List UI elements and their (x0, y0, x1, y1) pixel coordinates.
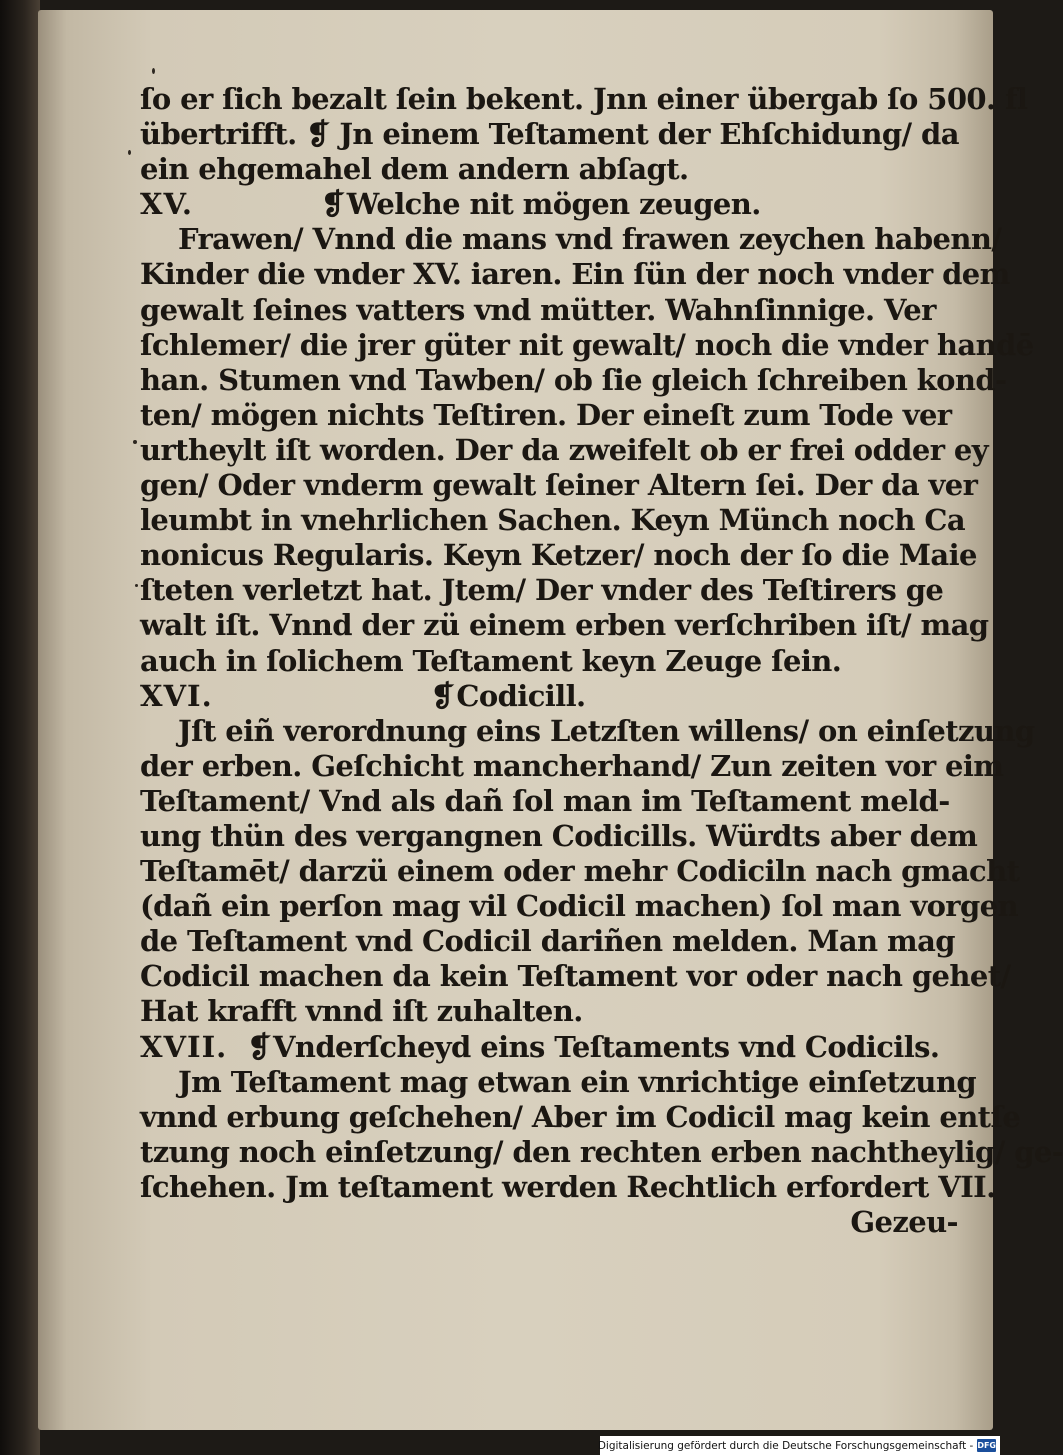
text-line: ſchlemer/ die jrer güter nit gewalt/ noch die vnder handē (140, 327, 1034, 362)
text-line: (dañ ein perſon mag vil Codicil machen) ſol man vorgen (140, 889, 1018, 924)
binding-edge (0, 0, 40, 1455)
text-line: ein ehgemahel dem andern abſagt. (140, 152, 689, 187)
text-line: Codicil machen da kein Teſtament vor oder nach gehet/ (140, 959, 1011, 994)
ink-speck (133, 440, 137, 444)
section-title-text: Codicill. (456, 678, 586, 713)
text-line: Jm Teſtament mag etwan ein vnrichtige einſetzung (178, 1064, 977, 1099)
section-number: XVI. (140, 678, 213, 713)
text-line: Hat krafft vnnd iſt zuhalten. (140, 994, 583, 1029)
pilcrow-icon: ❡ (247, 1029, 271, 1064)
section-heading-xv (140, 187, 970, 222)
text-line: ung thün des vergangnen Codicills. Würdts aber dem (140, 818, 978, 853)
text-line: auch in ſolichem Teſtament keyn Zeuge ſein. (140, 643, 842, 678)
text-line: de Teſtament vnd Codicil dariñen melden. Man mag (140, 924, 955, 959)
section-title (247, 1030, 939, 1065)
section-heading-xvi (140, 679, 970, 714)
text-line: ſchehen. Jm teſtament werden Rechtlich erfordert VII. (140, 1169, 996, 1204)
text-line: Frawen/ Vnnd die mans vnd frawen zeychen habenn/ (178, 222, 1002, 257)
text-line: übertrifft. ❡ Jn einem Teſtament der Ehſchidung/ da (140, 117, 959, 152)
footer-credit: Digitalisierung gefördert durch die Deutsche Forschungsgemeinschaft - (597, 1439, 974, 1452)
text-line: ſo er ſich bezalt ſein bekent. Jnn einer übergab ſo 500. fl (140, 82, 1028, 116)
section-heading-xvii (140, 1030, 970, 1065)
catchword: Gezeu- (850, 1205, 958, 1239)
pilcrow-icon: ❡ (430, 678, 455, 713)
text-line: Kinder die vnder XV. iaren. Ein ſün der noch vnder dem (140, 257, 1010, 292)
text-line: Teſtament/ Vnd als dañ ſol man im Teſtament meld- (140, 783, 950, 818)
text-line: leumbt in vnehrlichen Sachen. Keyn Münch noch Ca (140, 503, 966, 538)
section-title-text: Vnderſcheyd eins Teſtaments vnd Codicils. (272, 1029, 940, 1064)
text-line: gen/ Oder vnderm gewalt ſeiner Altern ſei. Der da ver (140, 468, 978, 503)
pilcrow-icon: ❡ (321, 187, 345, 222)
text-line: vnnd erbung geſchehen/ Aber im Codicil mag kein entſe (140, 1099, 1021, 1134)
text-line: urtheylt iſt worden. Der da zweifelt ob er frei odder ey (140, 432, 988, 467)
text-line: ſteten verletzt hat. Jtem/ Der vnder des Teſtirers ge (140, 573, 944, 608)
text-line: gewalt ſeines vatters vnd mütter. Wahnſinnige. Ver (140, 292, 936, 327)
ink-speck (135, 584, 138, 587)
text-line: Teſtamēt/ darzü einem oder mehr Codiciln nach gmacht (140, 854, 1020, 889)
text-line: ten/ mögen nichts Teſtiren. Der eineſt zum Tode ver (140, 397, 952, 432)
text-line: walt iſt. Vnnd der zü einem erben verſchriben iſt/ mag (140, 608, 989, 643)
section-title-text: Welche nit mögen zeugen. (346, 187, 761, 222)
text-line: tzung noch einſetzung/ den rechten erben nachtheylig/ ge- (140, 1134, 1063, 1169)
text-line: nonicus Regularis. Keyn Ketzer/ noch der ſo die Maie (140, 538, 977, 573)
dfg-logo-icon: DFG (977, 1441, 996, 1450)
digitization-footer (597, 1436, 1000, 1455)
text-line: han. Stumen vnd Tawben/ ob ſie gleich ſchreiben kond- (140, 362, 1007, 397)
text-line: Jſt eiñ verordnung eins Letzſten willens/ on einſetzung (178, 713, 1035, 748)
section-number: XVII. (140, 1029, 228, 1064)
ink-speck (152, 68, 155, 74)
text-line: der erben. Geſchicht mancherhand/ Zun zeiten vor eim (140, 748, 1004, 783)
ink-speck (128, 150, 131, 155)
section-title (431, 679, 586, 714)
page-text (140, 82, 1063, 1240)
section-title (321, 187, 761, 222)
section-number: XV. (140, 187, 194, 222)
